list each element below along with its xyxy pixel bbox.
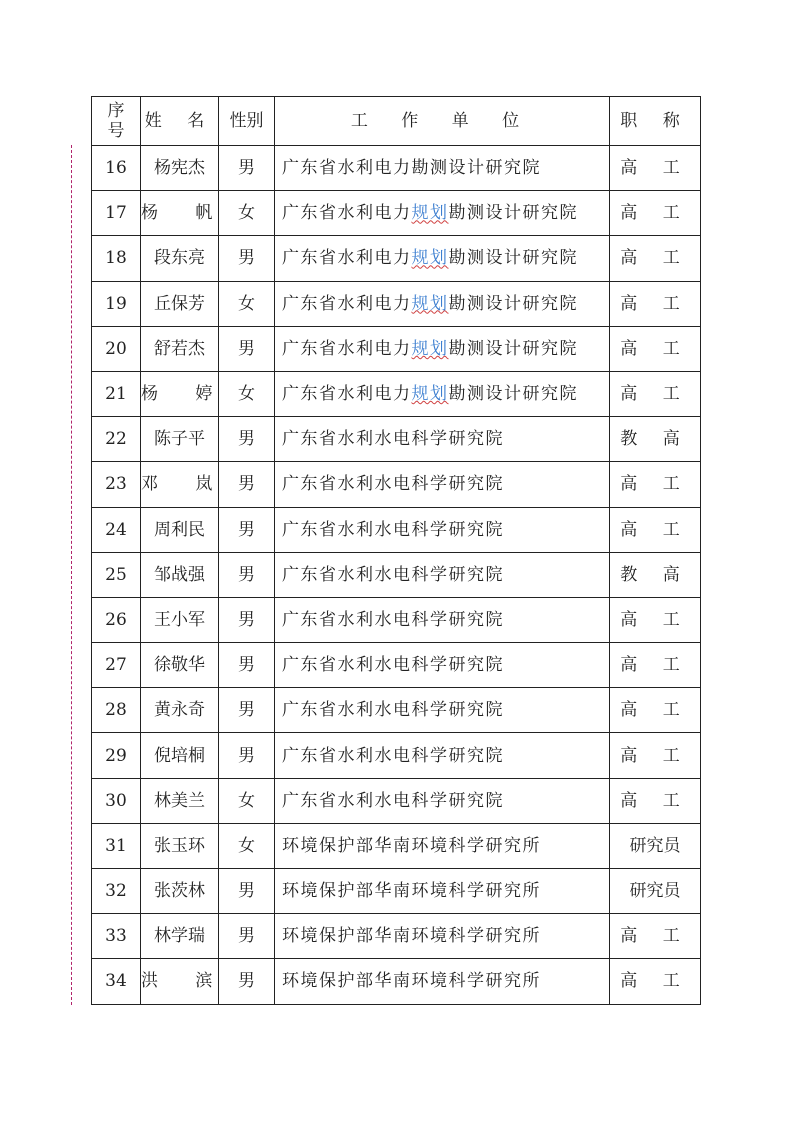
cell-gender [219, 823, 275, 868]
cell-gender-text: 男 [238, 926, 255, 947]
cell-name [141, 914, 219, 959]
cell-job-title-text: 高 工 [620, 971, 690, 992]
cell-name [141, 236, 219, 281]
cell-name-text: 张玉环 [154, 835, 205, 856]
work-unit-prefix: 广东省水利电力 [282, 384, 412, 405]
table-row [92, 597, 701, 642]
cell-work-unit [275, 417, 610, 462]
cell-serial-number [92, 507, 141, 552]
cell-job-title [610, 959, 701, 1004]
table-row [92, 191, 701, 236]
cell-work-unit [275, 914, 610, 959]
cell-name-text: 林美兰 [154, 790, 205, 811]
cell-name-text: 杨 帆 [141, 203, 229, 224]
work-unit-suffix: 勘测设计研究院 [448, 203, 578, 224]
cell-work-unit-text: 广东省水利水电科学研究院 [282, 519, 504, 540]
cell-work-unit [275, 462, 610, 507]
cell-work-unit-text: 环境保护部华南环境科学研究所 [282, 926, 541, 947]
cell-job-title-text: 高 工 [620, 745, 690, 766]
table-row [92, 552, 701, 597]
cell-serial-number [92, 597, 141, 642]
cell-job-title-text: 高 工 [620, 790, 690, 811]
cell-job-title [610, 643, 701, 688]
table-row [92, 959, 701, 1004]
cell-job-title [610, 733, 701, 778]
cell-gender-text: 男 [238, 881, 255, 902]
cell-name-text: 杨宪杰 [154, 158, 205, 179]
table-row [92, 417, 701, 462]
cell-gender-text: 男 [238, 429, 255, 450]
cell-work-unit [275, 326, 610, 371]
margin-marker-line [71, 145, 72, 1005]
cell-gender-text: 女 [238, 203, 255, 224]
cell-work-unit-text: 广东省水利水电科学研究院 [282, 564, 504, 585]
cell-job-title-text: 高 工 [620, 293, 690, 314]
table-row [92, 688, 701, 733]
cell-serial-number [92, 371, 141, 416]
cell-gender-text: 男 [238, 609, 255, 630]
cell-job-title-text: 高 工 [620, 700, 690, 721]
cell-job-title-text: 高 工 [620, 926, 690, 947]
cell-work-unit [275, 823, 610, 868]
cell-serial-number [92, 914, 141, 959]
cell-name-text: 倪培桐 [154, 745, 205, 766]
cell-gender-text: 男 [238, 564, 255, 585]
cell-serial-number-text: 21 [105, 384, 127, 405]
cell-serial-number [92, 778, 141, 823]
cell-name [141, 552, 219, 597]
cell-work-unit-text [282, 294, 578, 314]
cell-name [141, 688, 219, 733]
header-serial-line1: 序 [107, 101, 125, 121]
cell-work-unit-text: 广东省水利水电科学研究院 [282, 429, 504, 450]
work-unit-prefix: 广东省水利电力 [282, 293, 412, 314]
cell-work-unit [275, 643, 610, 688]
table-row [92, 146, 701, 191]
table-row [92, 643, 701, 688]
cell-serial-number-text: 25 [105, 564, 127, 585]
header-gender-label: 性别 [229, 111, 264, 131]
cell-serial-number-text: 18 [105, 248, 127, 269]
cell-serial-number-text: 27 [105, 655, 127, 676]
cell-gender-text: 女 [238, 384, 255, 405]
cell-gender [219, 597, 275, 642]
cell-job-title-text: 高 工 [620, 158, 690, 179]
header-serial-line2: 号 [107, 121, 125, 141]
cell-work-unit [275, 146, 610, 191]
cell-name-text: 丘保芳 [154, 293, 205, 314]
header-job-title [610, 97, 701, 146]
cell-gender-text: 男 [238, 655, 255, 676]
cell-job-title-text: 教 高 [620, 429, 690, 450]
cell-job-title-text: 高 工 [620, 338, 690, 359]
cell-gender-text: 女 [238, 293, 255, 314]
cell-gender-text: 男 [238, 248, 255, 269]
cell-job-title-text: 高 工 [620, 248, 690, 269]
cell-name-text: 张茨林 [154, 881, 205, 902]
cell-work-unit-text: 环境保护部华南环境科学研究所 [282, 971, 541, 992]
cell-serial-number-text: 24 [105, 519, 127, 540]
cell-job-title-text: 高 工 [620, 609, 690, 630]
cell-serial-number [92, 823, 141, 868]
cell-name-text: 黄永奇 [154, 700, 205, 721]
cell-job-title [610, 778, 701, 823]
cell-serial-number-text: 29 [105, 745, 127, 766]
cell-serial-number [92, 733, 141, 778]
table-row [92, 869, 701, 914]
cell-work-unit-text: 环境保护部华南环境科学研究所 [282, 881, 541, 902]
cell-name-text: 杨 婷 [141, 384, 229, 405]
cell-work-unit-text: 广东省水利水电科学研究院 [282, 745, 504, 766]
table-row [92, 326, 701, 371]
cell-work-unit [275, 688, 610, 733]
work-unit-suffix: 勘测设计研究院 [448, 248, 578, 269]
cell-name-text: 陈子平 [154, 429, 205, 450]
cell-work-unit-text [282, 203, 578, 223]
cell-serial-number-text: 33 [105, 926, 127, 947]
table-body [92, 146, 701, 1005]
cell-work-unit [275, 959, 610, 1004]
table-row [92, 733, 701, 778]
cell-job-title-text: 高 工 [620, 474, 690, 495]
cell-name-text: 林学瑞 [154, 926, 205, 947]
cell-work-unit [275, 869, 610, 914]
cell-gender [219, 326, 275, 371]
cell-work-unit-text: 广东省水利水电科学研究院 [282, 609, 504, 630]
cell-name [141, 869, 219, 914]
header-work-unit [275, 97, 610, 146]
tracked-change-insertion: 规划 [411, 248, 449, 269]
cell-name-text: 王小军 [154, 609, 205, 630]
tracked-change-insertion: 规划 [411, 384, 449, 405]
table-row [92, 507, 701, 552]
cell-job-title [610, 417, 701, 462]
cell-name [141, 643, 219, 688]
cell-name [141, 507, 219, 552]
cell-work-unit-text: 广东省水利水电科学研究院 [282, 700, 504, 721]
cell-work-unit-text: 广东省水利水电科学研究院 [282, 790, 504, 811]
cell-gender [219, 733, 275, 778]
cell-work-unit [275, 733, 610, 778]
cell-work-unit-text [282, 384, 578, 404]
tracked-change-insertion: 规划 [411, 338, 449, 359]
cell-name-text: 洪 滨 [141, 971, 229, 992]
cell-serial-number [92, 236, 141, 281]
cell-name [141, 146, 219, 191]
cell-serial-number [92, 281, 141, 326]
table-row [92, 462, 701, 507]
cell-work-unit-text: 环境保护部华南环境科学研究所 [282, 835, 541, 856]
cell-gender [219, 507, 275, 552]
cell-job-title [610, 507, 701, 552]
cell-name-text: 段东亮 [154, 248, 205, 269]
cell-serial-number-text: 28 [105, 700, 127, 721]
work-unit-prefix: 广东省水利电力 [282, 338, 412, 359]
cell-job-title-text: 研究员 [629, 835, 681, 856]
table-row [92, 371, 701, 416]
cell-name [141, 462, 229, 507]
cell-gender [219, 688, 275, 733]
cell-job-title [610, 914, 701, 959]
cell-serial-number-text: 26 [105, 609, 127, 630]
table-row [92, 281, 701, 326]
cell-serial-number [92, 326, 141, 371]
cell-work-unit [275, 597, 610, 642]
header-name-label: 姓 名 [144, 111, 215, 131]
cell-name [141, 371, 229, 416]
cell-job-title [610, 146, 701, 191]
cell-gender [219, 146, 275, 191]
cell-gender-text: 女 [238, 790, 255, 811]
cell-serial-number [92, 146, 141, 191]
cell-job-title [610, 597, 701, 642]
cell-gender-text: 男 [238, 700, 255, 721]
cell-job-title [610, 823, 701, 868]
cell-job-title-text: 高 工 [620, 203, 690, 224]
cell-name-text: 周利民 [154, 519, 205, 540]
cell-job-title [610, 869, 701, 914]
cell-gender [219, 869, 275, 914]
cell-work-unit-text [282, 248, 578, 268]
cell-work-unit-text: 广东省水利电力勘测设计研究院 [282, 158, 541, 179]
cell-serial-number [92, 552, 141, 597]
cell-serial-number-text: 31 [105, 835, 127, 856]
cell-name [141, 823, 219, 868]
cell-serial-number-text: 20 [105, 338, 127, 359]
cell-gender-text: 男 [238, 474, 255, 495]
cell-name-text: 徐敬华 [154, 655, 205, 676]
table-row [92, 914, 701, 959]
cell-work-unit-text: 广东省水利水电科学研究院 [282, 655, 504, 676]
cell-gender-text: 女 [238, 835, 255, 856]
cell-job-title [610, 371, 701, 416]
cell-gender [219, 778, 275, 823]
cell-serial-number-text: 23 [105, 474, 127, 495]
cell-name-text: 舒若杰 [154, 338, 205, 359]
cell-gender [219, 552, 275, 597]
cell-gender-text: 男 [238, 338, 255, 359]
cell-gender [219, 236, 275, 281]
personnel-table [91, 96, 701, 1005]
cell-name-text: 邓 岚 [141, 474, 229, 495]
cell-serial-number-text: 30 [105, 790, 127, 811]
cell-job-title-text: 高 工 [620, 519, 690, 540]
work-unit-suffix: 勘测设计研究院 [448, 384, 578, 405]
cell-serial-number-text: 34 [105, 971, 127, 992]
cell-serial-number [92, 643, 141, 688]
work-unit-suffix: 勘测设计研究院 [448, 293, 578, 314]
cell-job-title [610, 191, 701, 236]
cell-serial-number [92, 869, 141, 914]
cell-serial-number [92, 462, 141, 507]
cell-gender-text: 男 [238, 971, 255, 992]
cell-work-unit [275, 281, 610, 326]
cell-work-unit [275, 371, 610, 416]
table-header-row [92, 97, 701, 146]
cell-serial-number [92, 417, 141, 462]
cell-gender [219, 417, 275, 462]
table-row [92, 823, 701, 868]
cell-name-text: 邹战强 [154, 564, 205, 585]
cell-serial-number [92, 688, 141, 733]
cell-job-title-text: 高 工 [620, 655, 690, 676]
cell-serial-number-text: 32 [105, 881, 127, 902]
header-name [141, 97, 219, 146]
cell-gender-text: 男 [238, 519, 255, 540]
cell-name [141, 597, 219, 642]
cell-job-title [610, 688, 701, 733]
header-job-title-label: 职 称 [620, 111, 690, 131]
cell-work-unit [275, 507, 610, 552]
cell-name [141, 778, 219, 823]
cell-serial-number [92, 191, 141, 236]
cell-job-title [610, 236, 701, 281]
cell-job-title-text: 研究员 [629, 881, 681, 902]
cell-work-unit [275, 552, 610, 597]
header-gender [219, 97, 275, 146]
cell-name [141, 326, 219, 371]
cell-job-title [610, 281, 701, 326]
cell-serial-number-text: 17 [105, 203, 127, 224]
cell-name [141, 191, 229, 236]
table-row [92, 236, 701, 281]
cell-gender-text: 男 [238, 158, 255, 179]
cell-job-title [610, 552, 701, 597]
cell-gender [219, 643, 275, 688]
tracked-change-insertion: 规划 [411, 293, 449, 314]
cell-gender [219, 281, 275, 326]
cell-work-unit-text [282, 339, 578, 359]
cell-serial-number-text: 19 [105, 293, 127, 314]
cell-name [141, 959, 229, 1004]
header-work-unit-label: 工 作 单 位 [350, 111, 534, 131]
cell-gender-text: 男 [238, 745, 255, 766]
work-unit-prefix: 广东省水利电力 [282, 248, 412, 269]
cell-work-unit [275, 778, 610, 823]
cell-job-title [610, 326, 701, 371]
header-serial-number [92, 97, 141, 146]
cell-job-title-text: 教 高 [620, 564, 690, 585]
cell-serial-number-text: 16 [105, 158, 127, 179]
cell-name [141, 281, 219, 326]
cell-gender [219, 914, 275, 959]
cell-name [141, 417, 219, 462]
cell-work-unit [275, 236, 610, 281]
cell-work-unit [275, 191, 610, 236]
tracked-change-insertion: 规划 [411, 203, 449, 224]
cell-work-unit-text: 广东省水利水电科学研究院 [282, 474, 504, 495]
cell-serial-number [92, 959, 141, 1004]
work-unit-suffix: 勘测设计研究院 [448, 338, 578, 359]
table-row [92, 778, 701, 823]
cell-job-title-text: 高 工 [620, 384, 690, 405]
cell-serial-number-text: 22 [105, 429, 127, 450]
work-unit-prefix: 广东省水利电力 [282, 203, 412, 224]
cell-name [141, 733, 219, 778]
cell-job-title [610, 462, 701, 507]
